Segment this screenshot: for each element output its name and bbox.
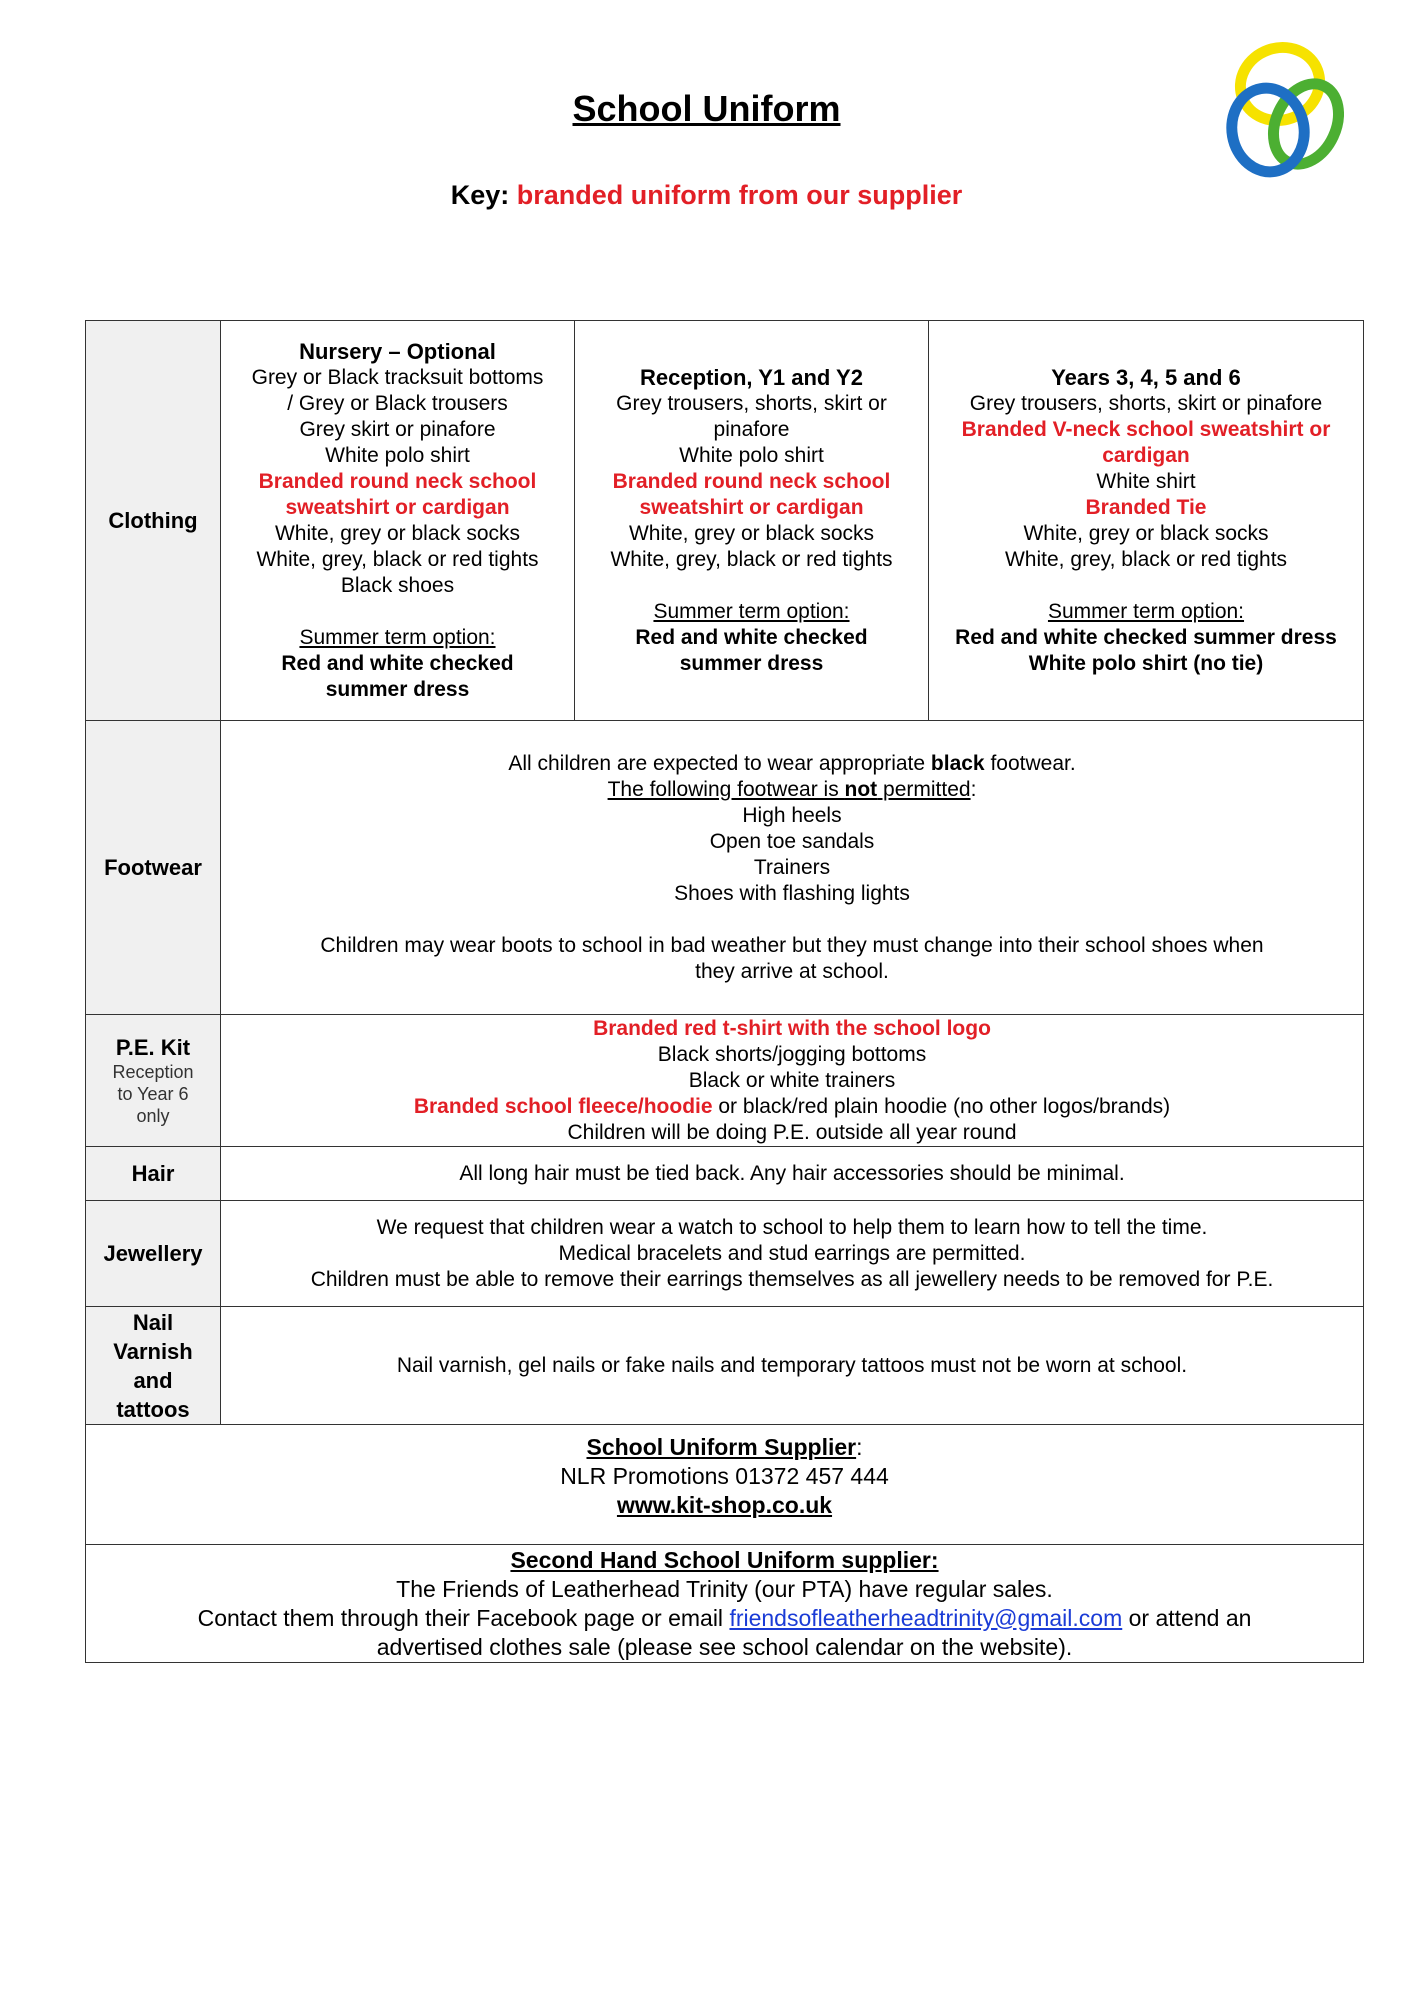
- years-heading: Years 3, 4, 5 and 6: [1051, 364, 1241, 390]
- years-branded-tie: Branded Tie: [1085, 495, 1207, 519]
- years-item: White, grey, black or red tights: [1004, 547, 1288, 571]
- nursery-summer-label: Summer term option:: [299, 625, 496, 649]
- reception-item: White polo shirt: [679, 443, 824, 467]
- years-cell: [929, 321, 1364, 721]
- nursery-item: Black shoes: [340, 573, 455, 597]
- nails-cell: Nail varnish, gel nails or fake nails and temporary tattoos must not be worn at school.: [221, 1307, 1364, 1425]
- pe-cell: [221, 1015, 1364, 1147]
- pe-fleece: Branded school fleece/hoodie or black/red plain hoodie (no other logos/brands): [413, 1094, 1171, 1118]
- footwear-item: Trainers: [753, 855, 831, 879]
- uniform-table: [85, 320, 1364, 1663]
- nursery-item: White, grey, black or red tights: [256, 547, 539, 571]
- pe-item: Children will be doing P.E. outside all year round: [567, 1120, 1017, 1144]
- nails-row: [86, 1307, 1364, 1425]
- reception-item: pinafore: [713, 417, 790, 441]
- hair-row: [86, 1147, 1364, 1201]
- years-summer-label: Summer term option:: [1047, 599, 1245, 623]
- nursery-summer: summer dress: [325, 677, 470, 701]
- years-summer: Red and white checked summer dress: [955, 625, 1337, 649]
- footwear-row: [86, 721, 1364, 1015]
- pe-sublabel: Reception: [112, 1061, 194, 1082]
- footwear-intro: All children are expected to wear appropriate black footwear.: [508, 751, 1076, 775]
- key-legend: [0, 180, 1413, 211]
- supplier-website-link[interactable]: www.kit-shop.co.uk: [616, 1492, 833, 1518]
- footwear-item: High heels: [742, 803, 842, 827]
- footwear-not-permitted: The following footwear is not permitted:: [607, 777, 977, 801]
- nursery-item: / Grey or Black trousers: [287, 391, 508, 415]
- reception-item: Grey trousers, shorts, skirt or: [616, 391, 887, 415]
- jewellery-cell: [221, 1201, 1364, 1307]
- pe-sublabel: only: [136, 1105, 170, 1126]
- supplier-row: [86, 1425, 1364, 1545]
- pe-item: Black or white trainers: [688, 1068, 896, 1092]
- nursery-heading: Nursery – Optional: [299, 338, 496, 364]
- nursery-item: White, grey or black socks: [274, 521, 521, 545]
- hair-cell: All long hair must be tied back. Any hair accessories should be minimal.: [221, 1147, 1364, 1201]
- key-text: branded uniform from our supplier: [516, 180, 963, 210]
- reception-branded: sweatshirt or cardigan: [639, 495, 864, 519]
- supplier-cell: [86, 1425, 1364, 1545]
- second-hand-row: [86, 1545, 1364, 1663]
- supplier-name: NLR Promotions 01372 457 444: [560, 1463, 889, 1489]
- reception-summer: summer dress: [679, 651, 824, 675]
- nursery-summer: Red and white checked: [281, 651, 514, 675]
- years-branded: Branded V-neck school sweatshirt or: [961, 417, 1331, 441]
- reception-item: White, grey, black or red tights: [610, 547, 893, 571]
- jewellery-line: We request that children wear a watch to school to help them to learn how to tell the time.: [376, 1215, 1208, 1239]
- footwear-cell: [221, 721, 1364, 1015]
- nursery-cell: [221, 321, 575, 721]
- reception-summer: Red and white checked: [635, 625, 868, 649]
- pe-branded-tshirt: Branded red t-shirt with the school logo: [593, 1016, 991, 1040]
- years-item: White shirt: [1096, 469, 1196, 493]
- nursery-item: Grey skirt or pinafore: [299, 417, 496, 441]
- pe-sublabel: to Year 6: [117, 1083, 189, 1104]
- footwear-item: Shoes with flashing lights: [674, 881, 910, 905]
- clothing-label: Clothing: [86, 321, 221, 721]
- nails-label: Nail Varnish and tattoos: [86, 1307, 221, 1425]
- supplier-heading: School Uniform Supplier:: [586, 1434, 863, 1460]
- years-item: Grey trousers, shorts, skirt or pinafore: [969, 391, 1323, 415]
- footwear-item: Open toe sandals: [709, 829, 875, 853]
- footwear-boots: Children may wear boots to school in bad weather but they must change into their school shoes when: [320, 933, 1264, 957]
- reception-heading: Reception, Y1 and Y2: [640, 364, 863, 390]
- nursery-branded: sweatshirt or cardigan: [285, 495, 510, 519]
- second-hand-line: advertised clothes sale (please see school calendar on the website).: [376, 1633, 1073, 1660]
- pe-label: P.E. Kit Reception to Year 6 only: [86, 1015, 221, 1147]
- second-hand-line: The Friends of Leatherhead Trinity (our PTA) have regular sales.: [396, 1575, 1053, 1602]
- pe-row: [86, 1015, 1364, 1147]
- jewellery-label: Jewellery: [86, 1201, 221, 1307]
- second-hand-contact: Contact them through their Facebook page or email friendsofleatherheadtrinity@gmail.com or attend an: [197, 1604, 1252, 1631]
- reception-summer-label: Summer term option:: [653, 599, 850, 623]
- second-hand-cell: [86, 1545, 1364, 1663]
- footwear-boots: they arrive at school.: [695, 959, 889, 983]
- hair-label: Hair: [86, 1147, 221, 1201]
- jewellery-row: [86, 1201, 1364, 1307]
- clothing-row: [86, 321, 1364, 721]
- jewellery-line: Medical bracelets and stud earrings are permitted.: [558, 1241, 1026, 1265]
- reception-cell: [575, 321, 929, 721]
- second-hand-heading: Second Hand School Uniform supplier:: [510, 1546, 939, 1573]
- reception-item: White, grey or black socks: [628, 521, 875, 545]
- years-branded: cardigan: [1102, 443, 1190, 467]
- nursery-item: Grey or Black tracksuit bottoms: [251, 365, 544, 389]
- nursery-item: White polo shirt: [325, 443, 470, 467]
- page-title: School Uniform: [572, 88, 841, 129]
- nursery-branded: Branded round neck school: [258, 469, 537, 493]
- footwear-label: Footwear: [86, 721, 221, 1015]
- years-summer: White polo shirt (no tie): [1028, 651, 1264, 675]
- pe-item: Black shorts/jogging bottoms: [657, 1042, 927, 1066]
- jewellery-line: Children must be able to remove their earrings themselves as all jewellery needs to be removed for P.E.: [310, 1267, 1274, 1291]
- email-link[interactable]: friendsofleatherheadtrinity@gmail.com: [729, 1604, 1123, 1631]
- years-item: White, grey or black socks: [1023, 521, 1269, 545]
- reception-branded: Branded round neck school: [612, 469, 891, 493]
- key-label: Key:: [450, 180, 510, 210]
